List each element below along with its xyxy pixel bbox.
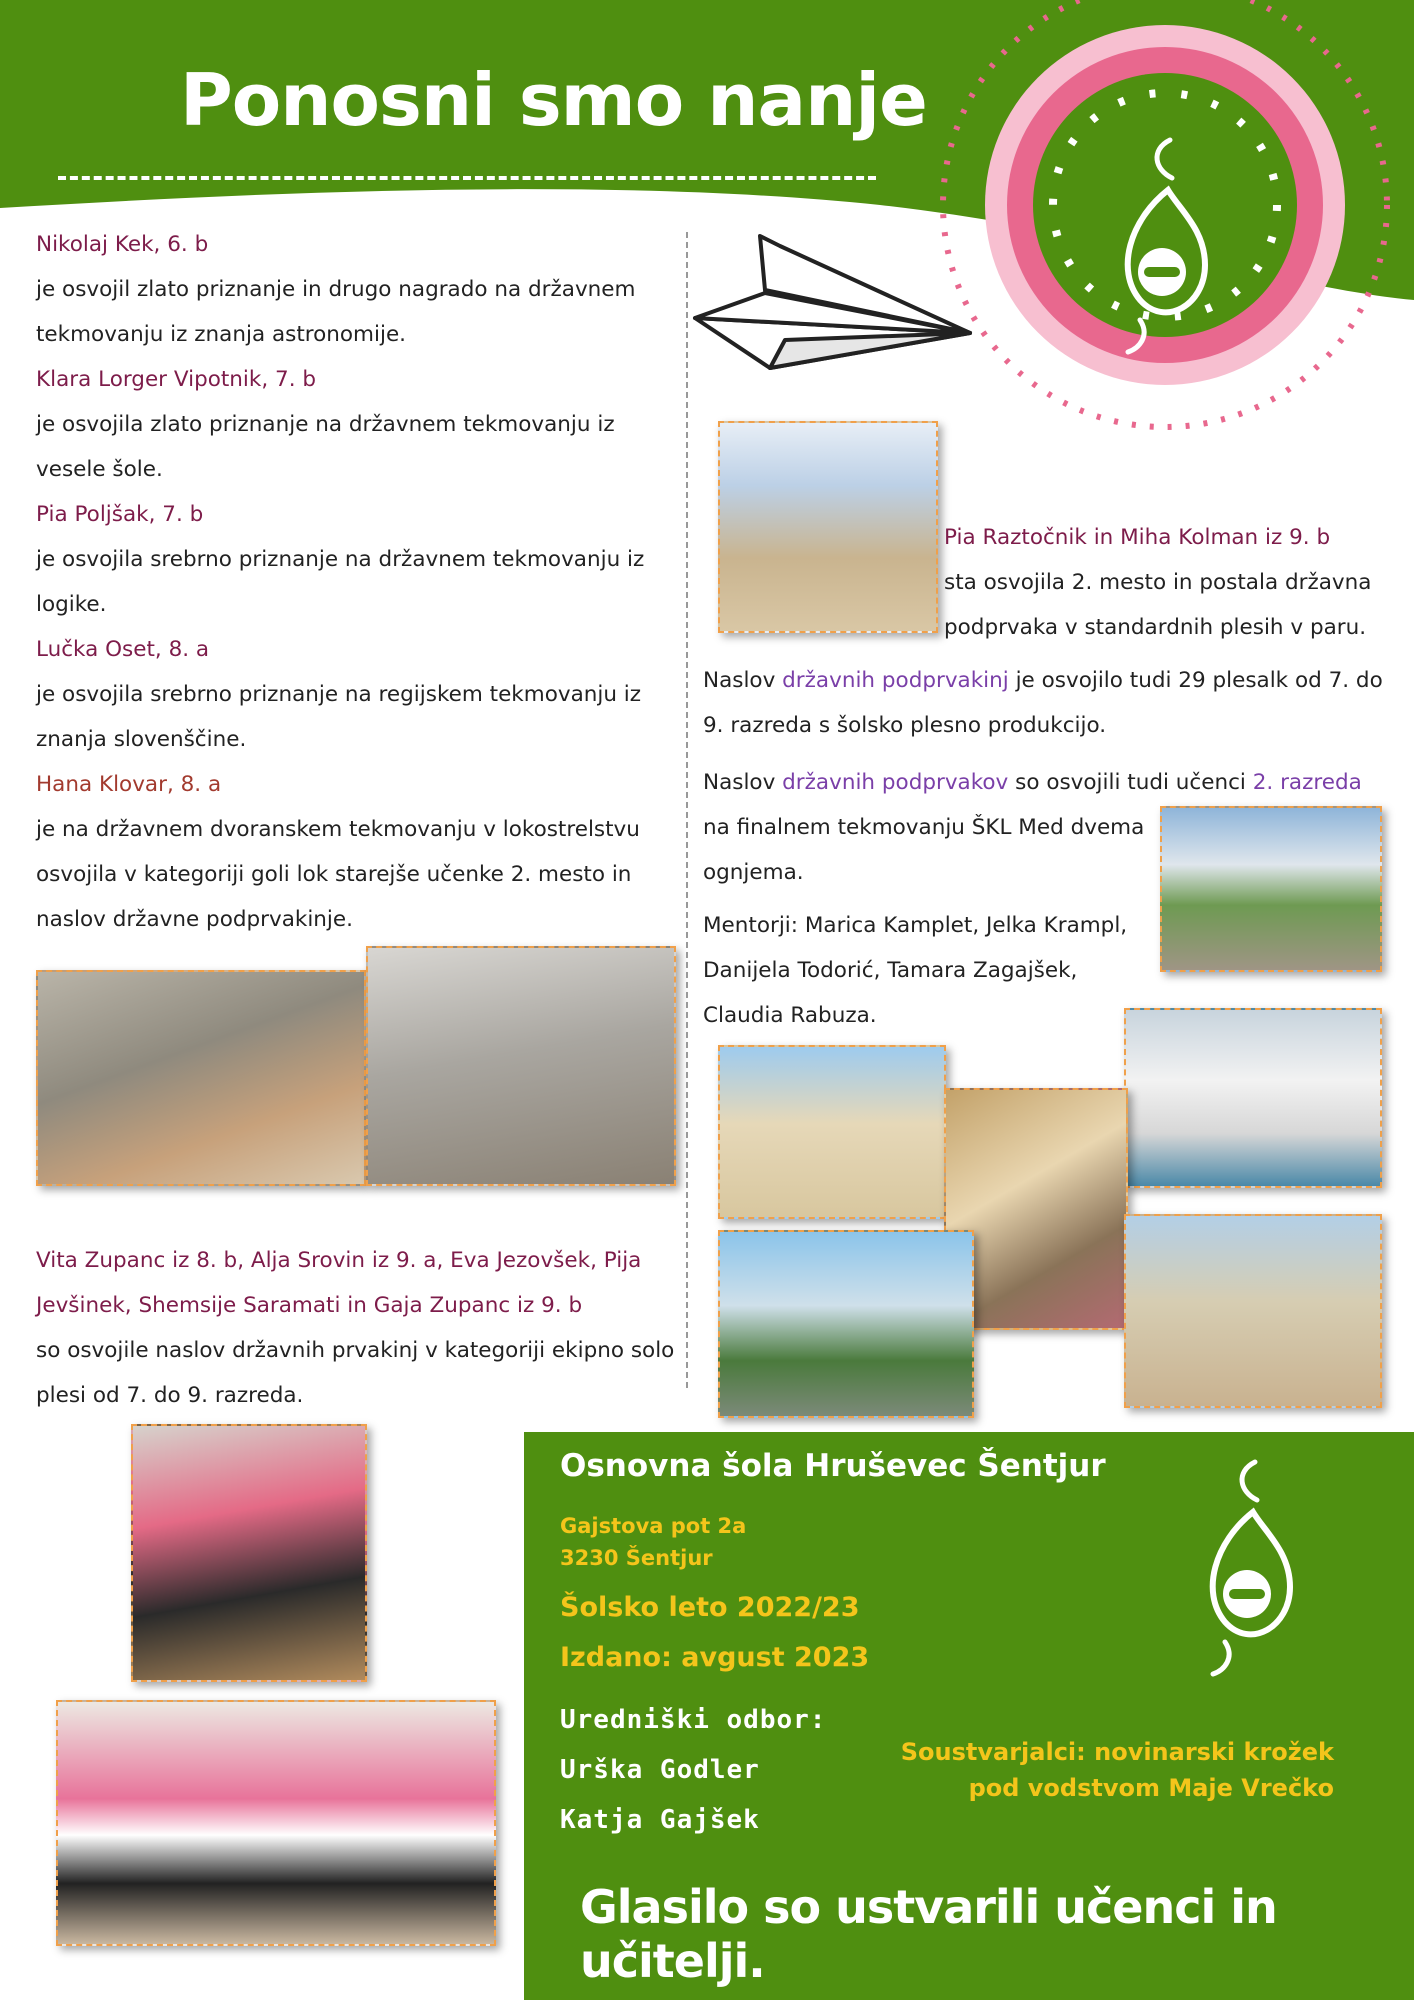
highlight-text: 2. razreda (1252, 770, 1362, 795)
title-underline (58, 176, 876, 180)
text-fragment: je osvojilo tudi 29 plesalk od 7. do 9. razreda s šolsko plesno produkcijo. (703, 668, 1383, 738)
page-title: Ponosni smo nanje (180, 58, 927, 142)
mentors-line: Mentorji: Marica Kamplet, Jelka Krampl, (703, 913, 1128, 938)
achievement-text: je osvojila srebrno priznanje na regijskem tekmovanju iz znanja slovenščine. (36, 682, 642, 752)
dance-pair-photo (718, 421, 938, 633)
dance-team-awards-photo (56, 1700, 496, 1946)
editorial-board (560, 1695, 826, 1845)
race-photo (718, 1045, 946, 1219)
board-member: Urška Godler (560, 1755, 760, 1785)
school-address (560, 1510, 746, 1574)
column-divider (686, 232, 688, 1388)
student-name: Pia Poljšak, 7. b (36, 502, 204, 527)
class-park-photo (1160, 806, 1382, 972)
text-fragment: Naslov (703, 770, 783, 795)
school-name: Osnovna šola Hruševec Šentjur (560, 1448, 1106, 1484)
mentors-block (703, 903, 1163, 1038)
achievement-text: je osvojila srebrno priznanje na državnem tekmovanju iz logike. (36, 547, 645, 617)
left-column (36, 222, 676, 942)
highlight-text: državnih podprvakov (782, 770, 1009, 795)
dance-production-paragraph (703, 658, 1393, 748)
achievement-text: je osvojila zlato priznanje na državnem tekmovanju iz vesele šole. (36, 412, 615, 482)
dance-pair-block (944, 515, 1384, 650)
student-name: Lučka Oset, 8. a (36, 637, 210, 662)
closing-statement: Glasilo so ustvarili učenci in učitelji. (580, 1880, 1277, 1988)
dance-team-photo (131, 1424, 367, 1682)
dance-group-block (36, 1238, 676, 1418)
class-medals-photo (1124, 1214, 1382, 1408)
board-title: Uredniški odbor: (560, 1705, 827, 1735)
achievement-text: je na državnem dvoranskem tekmovanju v lokostrelstvu osvojila v kategoriji goli lok starejše učenke 2. mesto in naslov državne podprvakinje. (36, 817, 640, 932)
text-line: ognjema. (703, 860, 804, 885)
class-team-photo (1124, 1008, 1382, 1188)
paper-plane-icon (690, 228, 980, 378)
board-member: Katja Gajšek (560, 1805, 760, 1835)
pair-text: sta osvojila 2. mesto in postala državna (944, 570, 1372, 595)
student-name: Hana Klovar, 8. a (36, 772, 222, 797)
archery-award-photo (366, 946, 676, 1186)
mentors-line: Danijela Todorić, Tamara Zagajšek, (703, 958, 1078, 983)
mentors-line: Claudia Rabuza. (703, 1003, 877, 1028)
issue-date: Izdano: avgust 2023 (560, 1642, 870, 1673)
address-line: 3230 Šentjur (560, 1546, 713, 1570)
pair-text: podprvaka v standardnih plesih v paru. (944, 615, 1367, 640)
class-celebration-photo (718, 1230, 974, 1418)
school-logo-icon (1195, 1452, 1305, 1682)
school-logo-icon (1110, 130, 1220, 360)
student-name: Klara Lorger Vipotnik, 7. b (36, 367, 317, 392)
student-name: Nikolaj Kek, 6. b (36, 232, 209, 257)
text-line: na finalnem tekmovanju ŠKL Med dvema (703, 815, 1145, 840)
dance-group-names: Vita Zupanc iz 8. b, Alja Srovin iz 9. a, Eva Jezovšek, Pija Jevšinek, Shemsije Saramati in Gaja Zupanc iz 9. b (36, 1248, 642, 1318)
highlight-text: državnih podprvakinj (782, 668, 1009, 693)
address-line: Gajstova pot 2a (560, 1514, 747, 1538)
school-year: Šolsko leto 2022/23 (560, 1592, 860, 1623)
text-fragment: Naslov (703, 668, 783, 693)
archery-photo (36, 970, 366, 1186)
dance-group-text: so osvojile naslov državnih prvakinj v kategoriji ekipno solo plesi od 7. do 9. razreda. (36, 1338, 675, 1408)
achievement-text: je osvojil zlato priznanje in drugo nagrado na državnem tekmovanju iz znanja astronomije. (36, 277, 636, 347)
text-fragment: so osvojili tudi učenci (1008, 770, 1253, 795)
pair-names: Pia Raztočnik in Miha Kolman iz 9. b (944, 525, 1331, 550)
co-creators: Soustvarjalci: novinarski krožek pod vodstvom Maje Vrečko (900, 1738, 1334, 1802)
